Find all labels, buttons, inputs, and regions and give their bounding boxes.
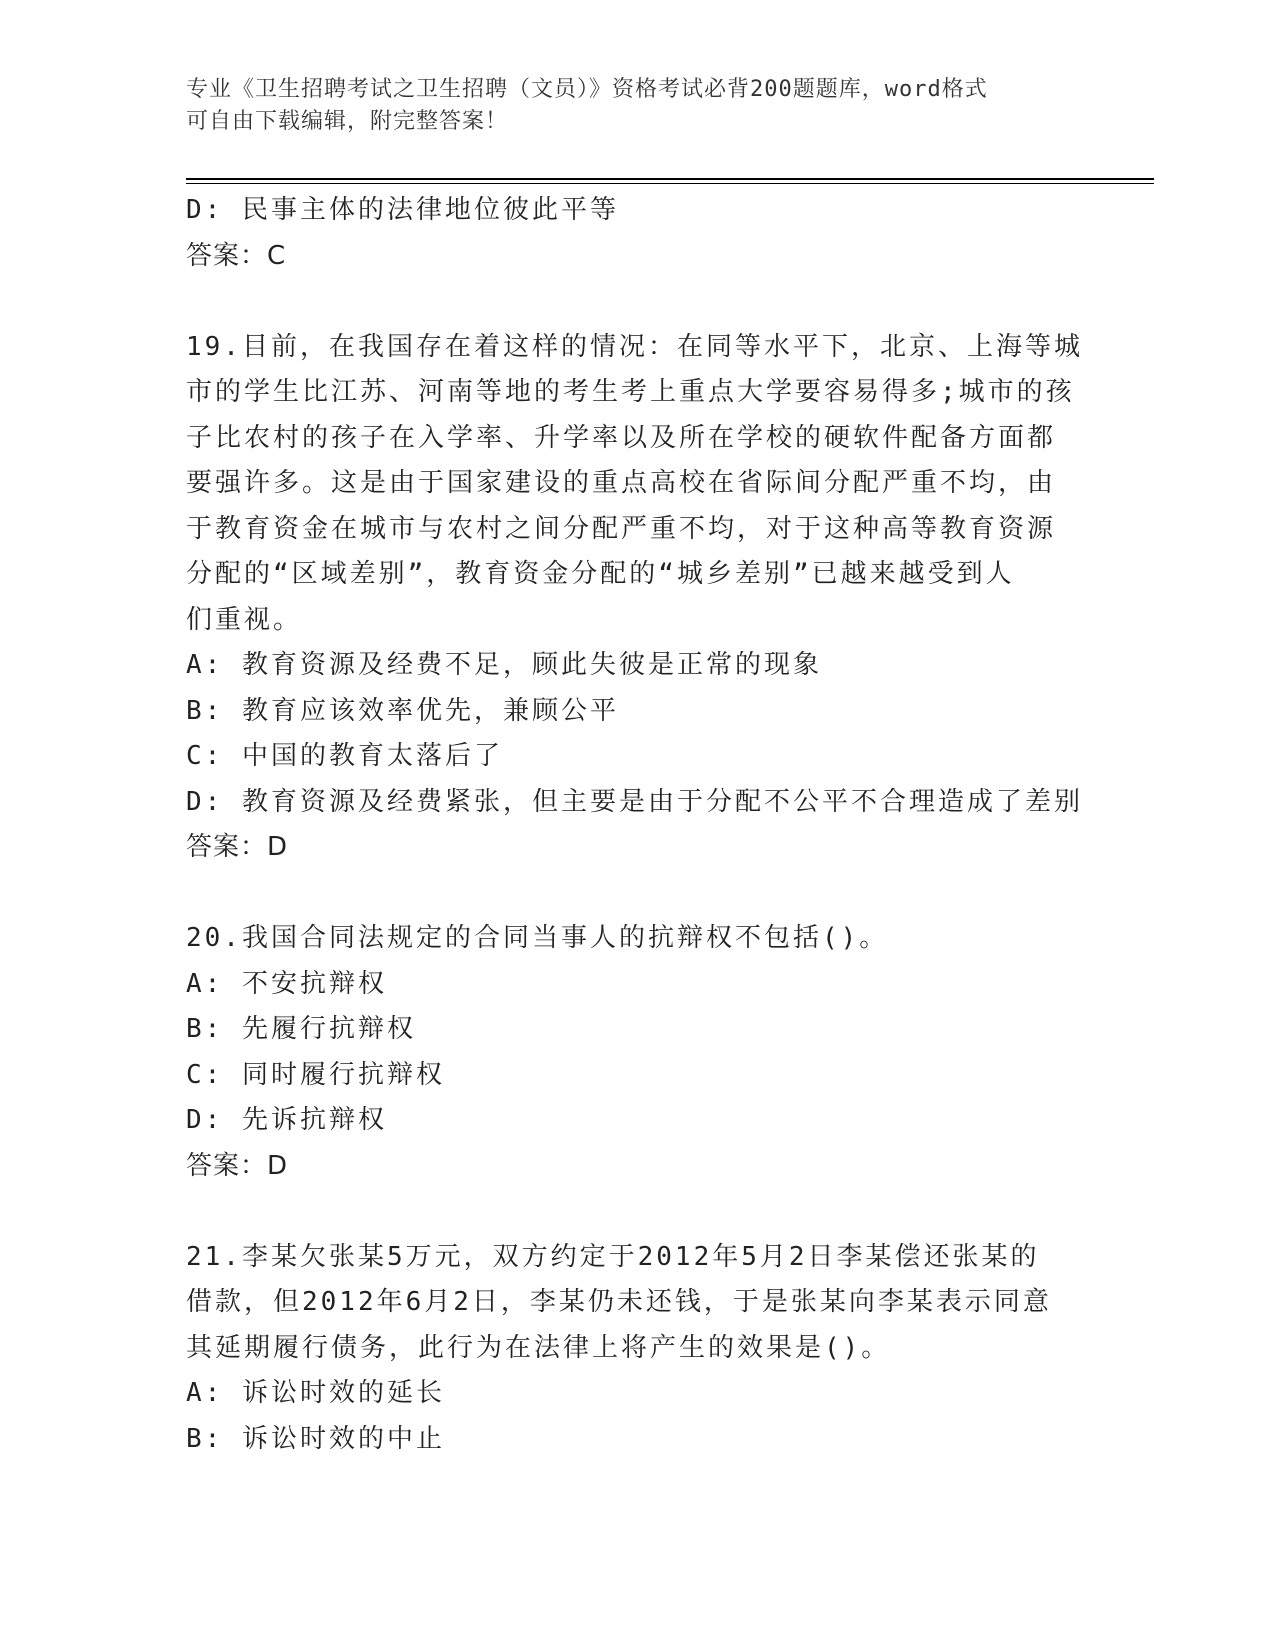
prev-answer: 答案：C <box>186 240 287 271</box>
q20-option-b: B: 先履行抗辩权 <box>186 1014 416 1044</box>
q21-stem-line: 借款，但2012年6月2日，李某仍未还钱，于是张某向李某表示同意 <box>186 1287 1052 1317</box>
q20-option-a: A: 不安抗辩权 <box>186 968 387 999</box>
prev-option-d: D: 民事主体的法律地位彼此平等 <box>186 195 619 225</box>
q20-answer: 答案：D <box>186 1150 289 1181</box>
question-20 <box>186 916 1086 1189</box>
q19-option-c: C: 中国的教育太落后了 <box>186 741 503 771</box>
spacer <box>186 871 1086 917</box>
q20-stem-line: 20.我国合同法规定的合同当事人的抗辩权不包括()。 <box>186 923 889 953</box>
q19-stem-line: 于教育资金在城市与农村之间分配严重不均，对于这种高等教育资源 <box>186 513 1057 544</box>
header-line-1: 专业《卫生招聘考试之卫生招聘（文员）》资格考试必背200题题库，word格式 <box>186 77 988 102</box>
header-line-2: 可自由下载编辑，附完整答案！ <box>186 109 509 134</box>
q21-option-b: B: 诉讼时效的中止 <box>186 1423 445 1454</box>
q19-stem-line: 要强许多。这是由于国家建设的重点高校在省际间分配严重不均，由 <box>186 468 1057 498</box>
q19-option-b: B: 教育应该效率优先，兼顾公平 <box>186 695 619 726</box>
header-divider-thick <box>186 178 1154 180</box>
q19-stem-line: 子比农村的孩子在入学率、升学率以及所在学校的硬软件配备方面都 <box>186 422 1057 453</box>
q19-answer: 答案：D <box>186 832 289 862</box>
q20-option-d: D: 先诉抗辩权 <box>186 1105 387 1135</box>
question-content <box>186 188 1086 1462</box>
question-19 <box>186 325 1086 871</box>
question-21 <box>186 1235 1086 1463</box>
q21-stem-line: 其延期履行债务，此行为在法律上将产生的效果是()。 <box>186 1332 891 1363</box>
document-header <box>186 74 1066 138</box>
header-divider-thin <box>186 183 1154 184</box>
q19-option-a: A: 教育资源及经费不足，顾此失彼是正常的现象 <box>186 650 822 680</box>
q19-option-d: D: 教育资源及经费紧张，但主要是由于分配不公平不合理造成了差别 <box>186 786 1083 817</box>
q21-stem-line: 21.李某欠张某5万元，双方约定于2012年5月2日李某偿还张某的 <box>186 1241 1040 1272</box>
q19-stem-line: 分配的“区域差别”，教育资金分配的“城乡差别”已越来越受到人 <box>186 559 1015 589</box>
spacer <box>186 279 1086 325</box>
q21-option-a: A: 诉讼时效的延长 <box>186 1378 445 1408</box>
q19-stem-line: 市的学生比江苏、河南等地的考生考上重点大学要容易得多;城市的孩 <box>186 377 1075 407</box>
q19-stem-line: 19.目前，在我国存在着这样的情况：在同等水平下，北京、上海等城 <box>186 331 1083 362</box>
spacer <box>186 1189 1086 1235</box>
q19-stem-line: 们重视。 <box>186 604 303 635</box>
q20-option-c: C: 同时履行抗辩权 <box>186 1059 445 1090</box>
